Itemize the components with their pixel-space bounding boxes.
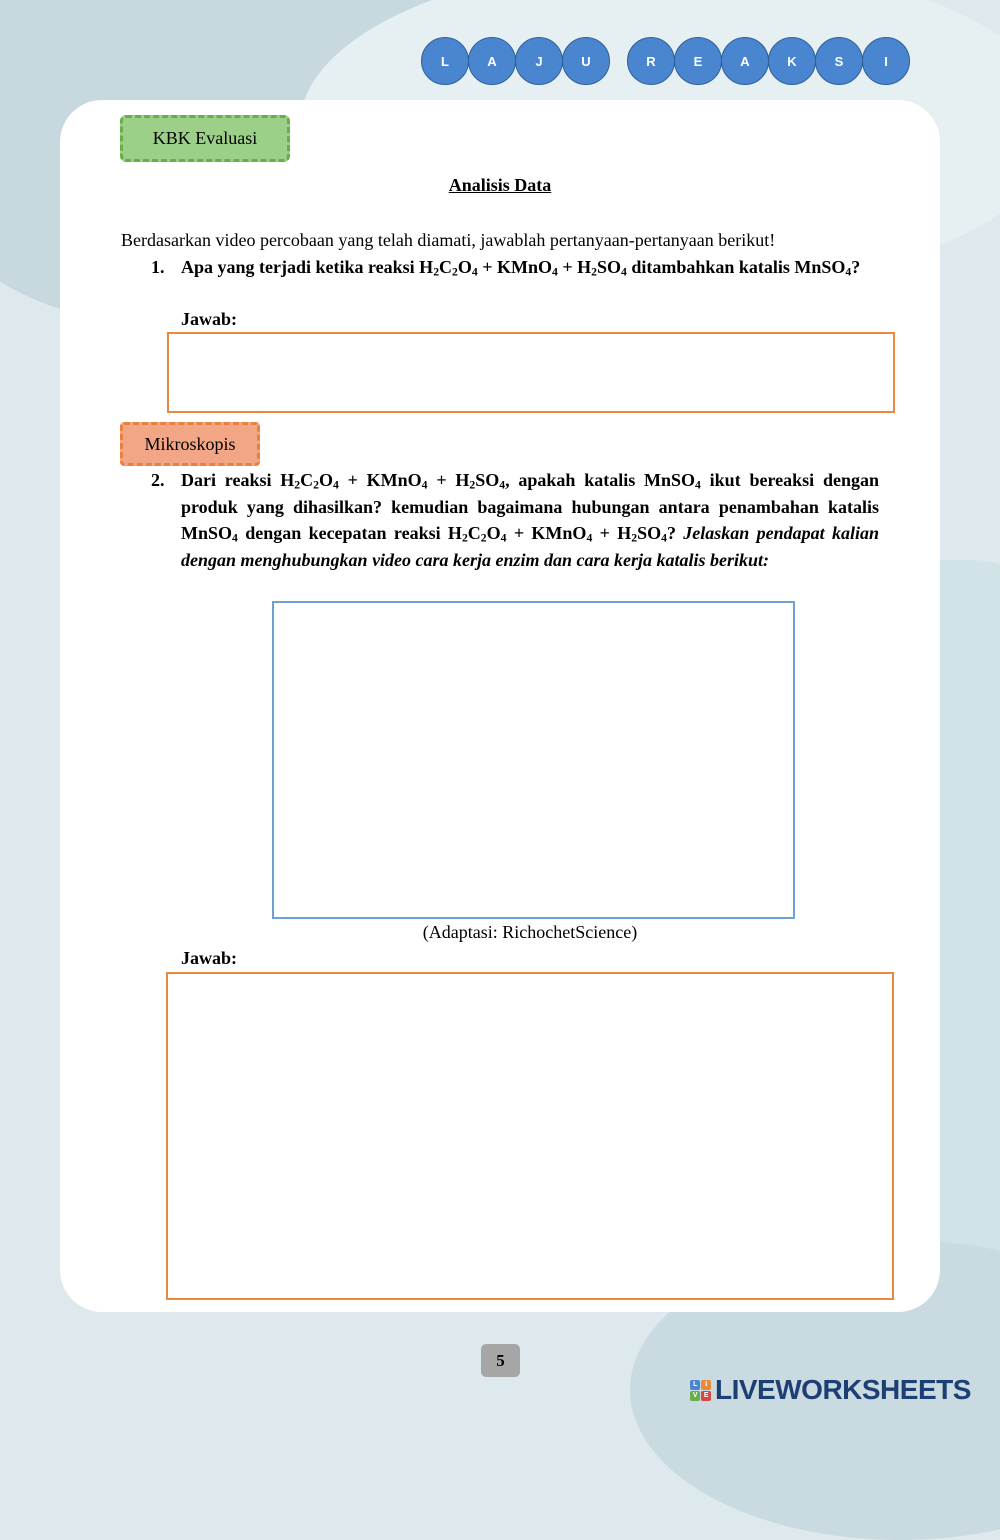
page-number: 5 xyxy=(481,1344,520,1377)
question-number: 2. xyxy=(151,470,165,490)
title-letter-circle: A xyxy=(468,37,516,85)
liveworksheets-logo xyxy=(690,1372,971,1408)
logo-mark-letter: I xyxy=(701,1380,711,1390)
question-text: Dari reaksi $H_2C_2O_4$ + KMnO$_4$ + $H_2SO_4$, apakah katalis MnSO$_4$ ikut bereaksi dengan produk yang dihasilkan? kemudian bagaimana hubungan antara penambahan katalis MnSO$_4$ dengan kecepatan reaksi $H_2C_2O_4$ + KMnO$_4$ + $H_2SO_4$? Jelaskan pendapat kalian dengan menghubungkan video cara kerja enzim dan cara kerja katalis berikut: xyxy=(181,470,880,570)
question-number: 1. xyxy=(151,257,165,277)
kbk-evaluasi-tag: KBK Evaluasi xyxy=(120,115,290,162)
answer-label: Jawab: xyxy=(181,309,238,329)
answer-box-2[interactable] xyxy=(166,972,894,1300)
logo-mark-letter: L xyxy=(690,1380,700,1390)
title-letter-circle: I xyxy=(862,37,910,85)
answer-label: Jawab: xyxy=(181,948,238,968)
video-frame[interactable] xyxy=(272,601,795,919)
title-letter-circle: L xyxy=(421,37,469,85)
question-1 xyxy=(151,254,879,281)
answer-box-1[interactable] xyxy=(167,332,895,413)
logo-mark-letter: V xyxy=(690,1391,700,1401)
logo-mark-letter: E xyxy=(701,1391,711,1401)
question-2 xyxy=(151,467,879,573)
title-letter-circle: S xyxy=(815,37,863,85)
section-heading: Analisis Data xyxy=(448,175,552,195)
title-letter-circle: U xyxy=(562,37,610,85)
image-caption: (Adaptasi: RichochetScience) xyxy=(422,922,638,942)
logo-text: LIVEWORKSHEETS xyxy=(715,1374,971,1405)
title-letter-circle: K xyxy=(768,37,816,85)
title-banner xyxy=(0,37,1000,87)
logo-mark-icon xyxy=(690,1380,711,1401)
title-letter-circle: R xyxy=(627,37,675,85)
title-letter-circle: E xyxy=(674,37,722,85)
title-letter-circle: J xyxy=(515,37,563,85)
question-text: Apa yang terjadi ketika reaksi $H_2C_2O_4$ + KMnO$_4$ + $H_2SO_4$ ditambahkan katalis MnSO$_4$? xyxy=(181,257,861,279)
mikroskopis-tag: Mikroskopis xyxy=(120,422,260,466)
title-letter-circle: A xyxy=(721,37,769,85)
instructions-text: Berdasarkan video percobaan yang telah diamati, jawablah pertanyaan-pertanyaan berikut! xyxy=(121,230,776,250)
